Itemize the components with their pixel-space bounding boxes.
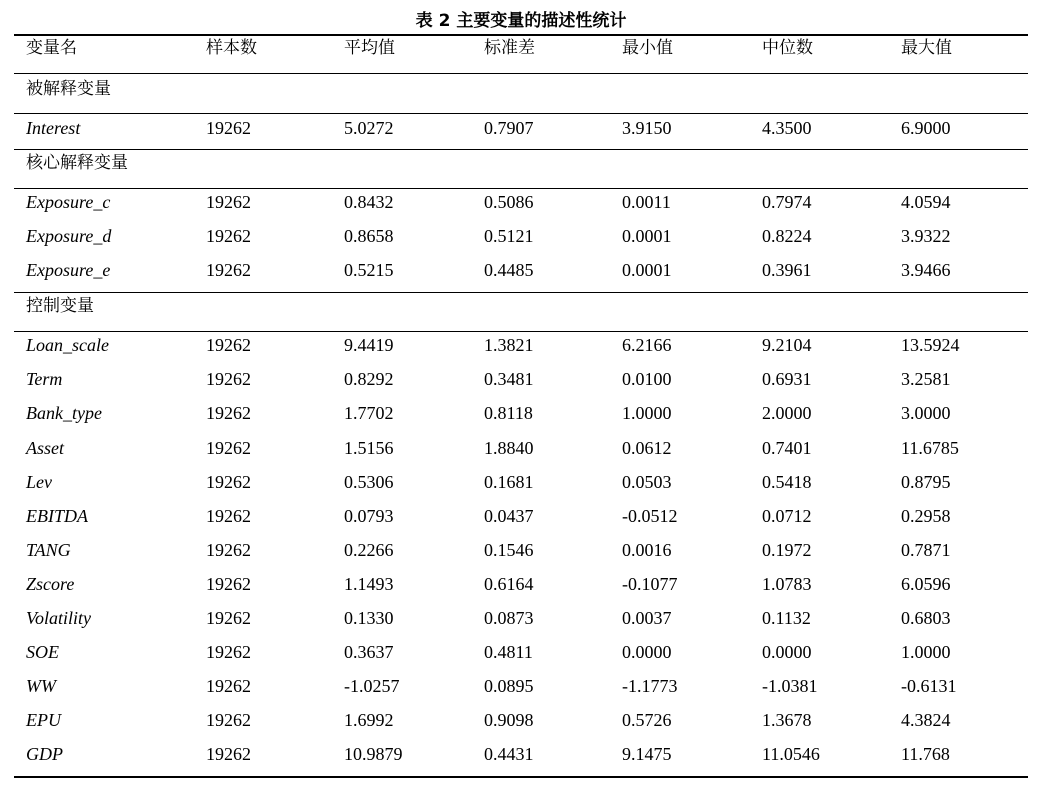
n-value: 19262 xyxy=(206,506,251,526)
sd-value: 0.1681 xyxy=(484,472,534,492)
max-value: 4.0594 xyxy=(901,192,951,212)
table-row xyxy=(0,635,1042,669)
median-value: 11.0546 xyxy=(762,744,820,764)
max-value: 11.6785 xyxy=(901,438,959,458)
max-value: 3.9322 xyxy=(901,226,951,246)
n-value: 19262 xyxy=(206,438,251,458)
section-title: 被解释变量 xyxy=(26,79,111,99)
mean-value: 1.6992 xyxy=(344,710,394,730)
mean-value: 0.1330 xyxy=(344,608,394,628)
variable-name: Volatility xyxy=(26,608,91,628)
max-value: -0.6131 xyxy=(901,676,957,696)
mean-value: 0.8292 xyxy=(344,369,394,389)
mean-value: 1.7702 xyxy=(344,403,394,423)
table-row xyxy=(0,533,1042,567)
variable-name: GDP xyxy=(26,744,63,764)
table-row xyxy=(0,219,1042,253)
variable-name: WW xyxy=(26,676,56,696)
median-value: 0.3961 xyxy=(762,260,812,280)
mean-value: 5.0272 xyxy=(344,118,394,138)
n-value: 19262 xyxy=(206,192,251,212)
min-value: 0.0000 xyxy=(622,642,672,662)
min-value: 0.0100 xyxy=(622,369,672,389)
median-value: 0.1132 xyxy=(762,608,811,628)
sd-value: 0.0895 xyxy=(484,676,534,696)
variable-name: Term xyxy=(26,369,63,389)
variable-name: TANG xyxy=(26,540,71,560)
mean-value: 0.2266 xyxy=(344,540,394,560)
median-value: 1.0783 xyxy=(762,574,812,594)
sd-value: 0.6164 xyxy=(484,574,534,594)
min-value: 0.5726 xyxy=(622,710,672,730)
mean-value: 0.3637 xyxy=(344,642,394,662)
median-value: 4.3500 xyxy=(762,118,812,138)
median-value: 0.0000 xyxy=(762,642,812,662)
table-row xyxy=(0,431,1042,465)
n-value: 19262 xyxy=(206,403,251,423)
min-value: 6.2166 xyxy=(622,335,672,355)
table-row xyxy=(0,601,1042,635)
n-value: 19262 xyxy=(206,472,251,492)
n-value: 19262 xyxy=(206,676,251,696)
n-value: 19262 xyxy=(206,540,251,560)
sd-value: 0.4485 xyxy=(484,260,534,280)
min-value: 1.0000 xyxy=(622,403,672,423)
variable-name: EBITDA xyxy=(26,506,88,526)
sd-value: 0.5086 xyxy=(484,192,534,212)
section-title: 核心解释变量 xyxy=(26,153,128,173)
variable-name: Zscore xyxy=(26,574,75,594)
min-value: 0.0011 xyxy=(622,192,671,212)
section-title-row xyxy=(0,72,1042,106)
max-value: 0.6803 xyxy=(901,608,951,628)
mean-value: 0.0793 xyxy=(344,506,394,526)
median-value: 0.1972 xyxy=(762,540,812,560)
section-title-row xyxy=(0,289,1042,323)
max-value: 3.9466 xyxy=(901,260,951,280)
n-value: 19262 xyxy=(206,608,251,628)
table-header-row xyxy=(0,31,1042,65)
table-row xyxy=(0,185,1042,219)
min-value: -0.1077 xyxy=(622,574,678,594)
min-value: 0.0503 xyxy=(622,472,672,492)
table-row xyxy=(0,567,1042,601)
variable-name: Interest xyxy=(26,118,81,138)
sd-value: 0.3481 xyxy=(484,369,534,389)
table-row xyxy=(0,465,1042,499)
mean-value: 0.8432 xyxy=(344,192,394,212)
median-value: 0.0712 xyxy=(762,506,812,526)
min-value: 0.0001 xyxy=(622,226,672,246)
table-row xyxy=(0,253,1042,287)
max-value: 6.0596 xyxy=(901,574,951,594)
max-value: 1.0000 xyxy=(901,642,951,662)
mean-value: 0.8658 xyxy=(344,226,394,246)
n-value: 19262 xyxy=(206,260,251,280)
column-header-mean: 平均值 xyxy=(344,38,395,58)
section-title-row xyxy=(0,146,1042,180)
column-header-sd: 标准差 xyxy=(484,38,535,58)
variable-name: Exposure_d xyxy=(26,226,112,246)
n-value: 19262 xyxy=(206,369,251,389)
table-row xyxy=(0,111,1042,145)
table-row xyxy=(0,669,1042,703)
mean-value: 9.4419 xyxy=(344,335,394,355)
n-value: 19262 xyxy=(206,335,251,355)
sd-value: 1.8840 xyxy=(484,438,534,458)
sd-value: 0.1546 xyxy=(484,540,534,560)
min-value: 0.0001 xyxy=(622,260,672,280)
median-value: 9.2104 xyxy=(762,335,812,355)
sd-value: 0.7907 xyxy=(484,118,534,138)
n-value: 19262 xyxy=(206,744,251,764)
variable-name: Asset xyxy=(26,438,64,458)
max-value: 3.0000 xyxy=(901,403,951,423)
max-value: 11.768 xyxy=(901,744,950,764)
n-value: 19262 xyxy=(206,574,251,594)
max-value: 4.3824 xyxy=(901,710,951,730)
n-value: 19262 xyxy=(206,118,251,138)
column-header-max: 最大值 xyxy=(901,38,952,58)
table-caption: 表 2 主要变量的描述性统计 xyxy=(415,11,627,31)
min-value: -1.1773 xyxy=(622,676,678,696)
max-value: 0.7871 xyxy=(901,540,951,560)
min-value: -0.0512 xyxy=(622,506,678,526)
sd-value: 0.8118 xyxy=(484,403,533,423)
variable-name: Lev xyxy=(26,472,52,492)
sd-value: 0.0873 xyxy=(484,608,534,628)
median-value: 1.3678 xyxy=(762,710,812,730)
min-value: 0.0016 xyxy=(622,540,672,560)
table-row xyxy=(0,328,1042,362)
mean-value: 1.1493 xyxy=(344,574,394,594)
max-value: 0.8795 xyxy=(901,472,951,492)
median-value: 0.7401 xyxy=(762,438,812,458)
section-title: 控制变量 xyxy=(26,296,94,316)
table-row xyxy=(0,737,1042,771)
mean-value: -1.0257 xyxy=(344,676,400,696)
sd-value: 0.5121 xyxy=(484,226,534,246)
mean-value: 1.5156 xyxy=(344,438,394,458)
variable-name: Exposure_e xyxy=(26,260,111,280)
column-header-median: 中位数 xyxy=(762,38,813,58)
mean-value: 0.5306 xyxy=(344,472,394,492)
max-value: 13.5924 xyxy=(901,335,960,355)
column-header-n: 样本数 xyxy=(206,38,257,58)
median-value: 0.8224 xyxy=(762,226,812,246)
table-bottom-rule xyxy=(14,776,1028,778)
mean-value: 10.9879 xyxy=(344,744,403,764)
table-row xyxy=(0,396,1042,430)
n-value: 19262 xyxy=(206,710,251,730)
median-value: 2.0000 xyxy=(762,403,812,423)
sd-value: 0.9098 xyxy=(484,710,534,730)
min-value: 9.1475 xyxy=(622,744,672,764)
variable-name: EPU xyxy=(26,710,61,730)
median-value: 0.7974 xyxy=(762,192,812,212)
table-row xyxy=(0,362,1042,396)
table-row xyxy=(0,703,1042,737)
min-value: 0.0612 xyxy=(622,438,672,458)
sd-value: 0.4811 xyxy=(484,642,533,662)
min-value: 3.9150 xyxy=(622,118,672,138)
variable-name: Bank_type xyxy=(26,403,102,423)
max-value: 3.2581 xyxy=(901,369,951,389)
mean-value: 0.5215 xyxy=(344,260,394,280)
median-value: 0.6931 xyxy=(762,369,812,389)
max-value: 6.9000 xyxy=(901,118,951,138)
sd-value: 1.3821 xyxy=(484,335,534,355)
variable-name: Exposure_c xyxy=(26,192,111,212)
n-value: 19262 xyxy=(206,226,251,246)
sd-value: 0.0437 xyxy=(484,506,534,526)
n-value: 19262 xyxy=(206,642,251,662)
variable-name: SOE xyxy=(26,642,59,662)
table-row xyxy=(0,499,1042,533)
variable-name: Loan_scale xyxy=(26,335,109,355)
column-header-variable: 变量名 xyxy=(26,38,77,58)
median-value: 0.5418 xyxy=(762,472,812,492)
min-value: 0.0037 xyxy=(622,608,672,628)
max-value: 0.2958 xyxy=(901,506,951,526)
sd-value: 0.4431 xyxy=(484,744,534,764)
median-value: -1.0381 xyxy=(762,676,818,696)
column-header-min: 最小值 xyxy=(622,38,673,58)
